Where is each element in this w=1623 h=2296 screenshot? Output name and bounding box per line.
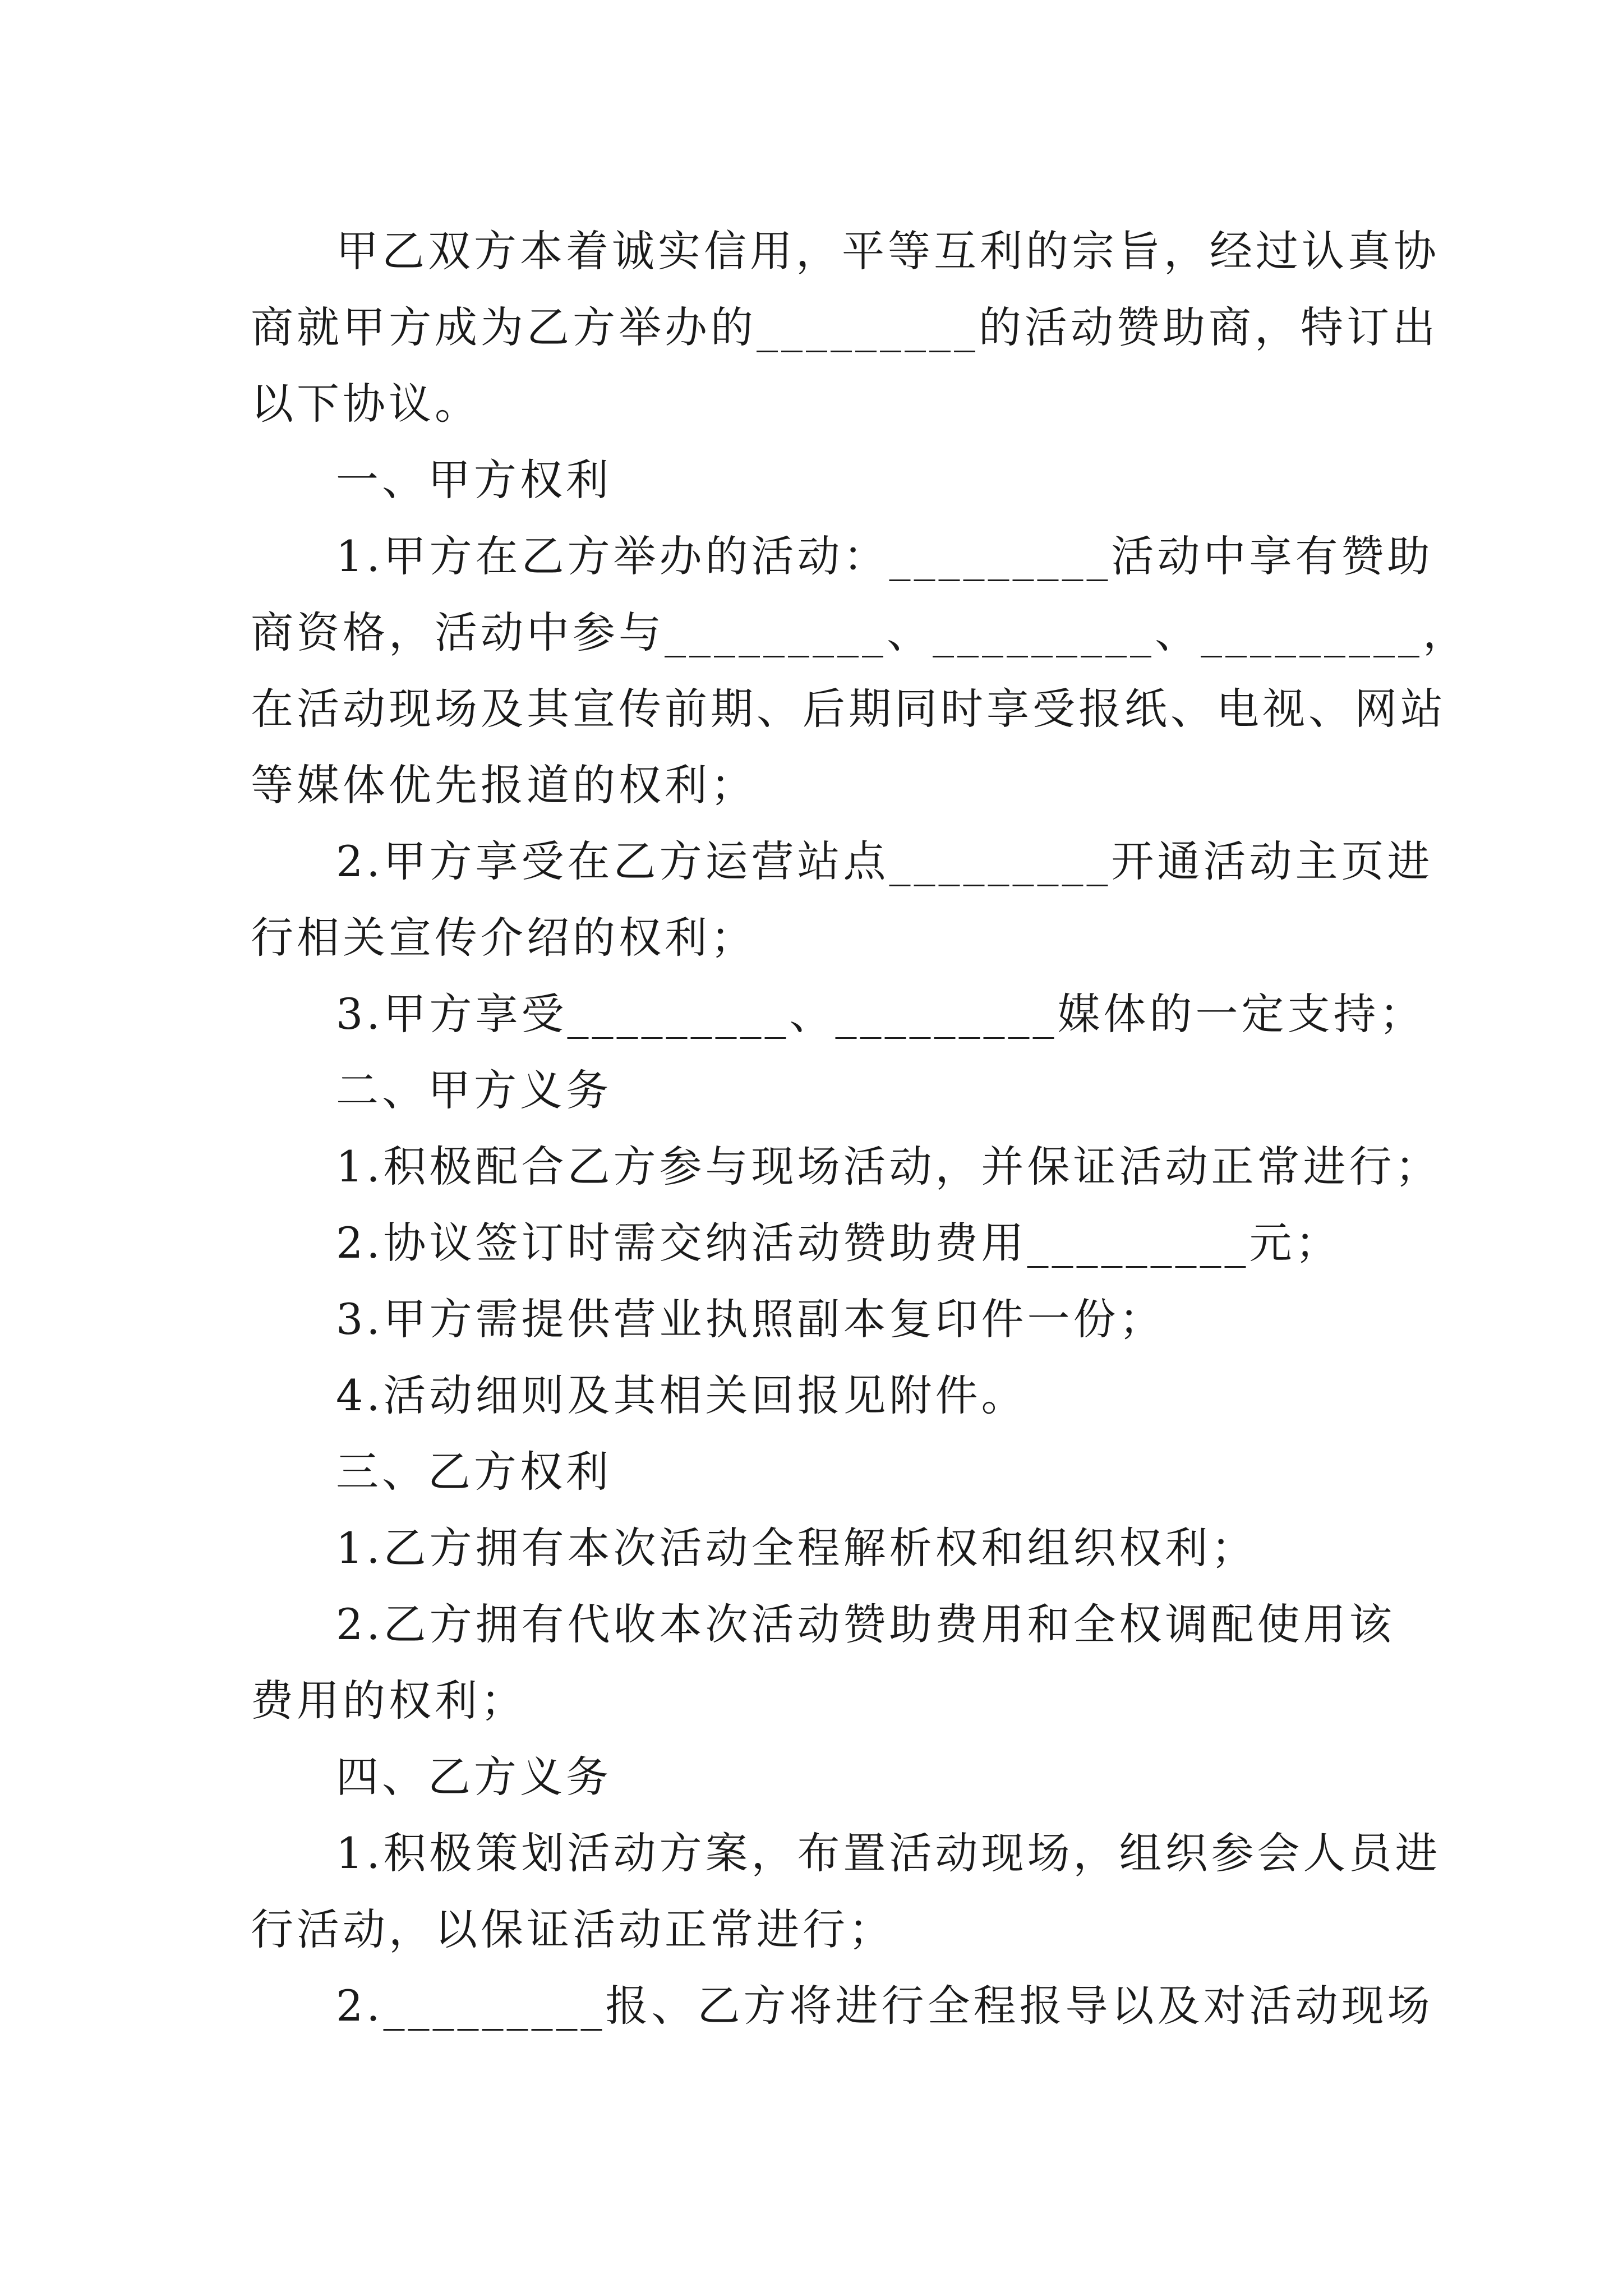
clause-line: 2._________报、乙方将进行全程报导以及对活动现场	[336, 1981, 1433, 2031]
clause-line: 行活动，以保证活动正常进行；	[251, 1904, 895, 1954]
clause-line: 1.积极配合乙方参与现场活动，并保证活动正常进行；	[336, 1142, 1441, 1191]
clause-line: 等媒体优先报道的权利；	[251, 760, 757, 810]
intro-line: 商就甲方成为乙方举办的_________的活动赞助商，特订出	[251, 302, 1438, 352]
clause-line: 在活动现场及其宣传前期、后期同时享受报纸、电视、网站	[251, 684, 1446, 734]
clause-line: 3.甲方需提供营业执照副本复印件一份；	[336, 1294, 1165, 1344]
clause-line: 3.甲方享受_________、_________媒体的一定支持；	[336, 989, 1426, 1039]
section-heading-party-b-obligations: 四、乙方义务	[336, 1752, 612, 1802]
clause-line: 1.乙方拥有本次活动全程解析权和组织权利；	[336, 1523, 1257, 1573]
clause-line: 2.甲方享受在乙方运营站点_________开通活动主页进	[336, 836, 1433, 886]
clause-line: 1.积极策划活动方案，布置活动现场，组织参会人员进	[336, 1828, 1441, 1878]
clause-line: 4.活动细则及其相关回报见附件。	[336, 1370, 1027, 1420]
clause-line: 商资格，活动中参与_________、_________、_________，	[251, 608, 1469, 657]
intro-line: 甲乙双方本着诚实信用，平等互利的宗旨，经过认真协	[336, 226, 1440, 276]
section-heading-party-b-rights: 三、乙方权利	[336, 1447, 612, 1497]
clause-line: 1.甲方在乙方举办的活动：_________活动中享有赞助	[336, 531, 1433, 581]
section-heading-party-a-rights: 一、甲方权利	[336, 455, 612, 505]
section-heading-party-a-obligations: 二、甲方义务	[336, 1065, 612, 1115]
intro-line: 以下协议。	[251, 379, 481, 429]
clause-line: 行相关宣传介绍的权利；	[251, 913, 757, 963]
clause-line: 费用的权利；	[251, 1676, 527, 1726]
document-page	[251, 213, 1469, 2044]
clause-line: 2.乙方拥有代收本次活动赞助费用和全权调配使用该	[336, 1599, 1395, 1649]
clause-line: 2.协议签订时需交纳活动赞助费用_________元；	[336, 1218, 1341, 1268]
